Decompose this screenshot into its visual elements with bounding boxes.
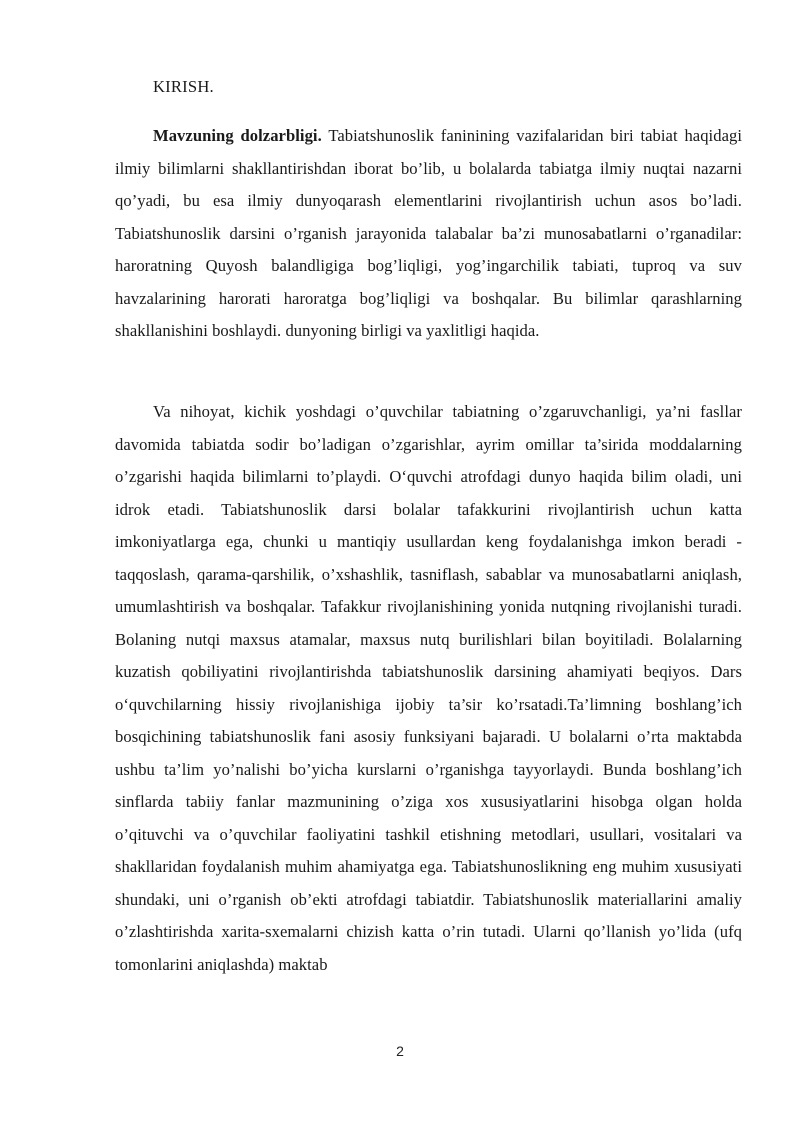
page-number: 2 (396, 1043, 404, 1059)
paragraph-lead: Mavzuning dolzarbligi. (153, 126, 322, 145)
section-heading: KIRISH. (153, 77, 214, 96)
document-page (115, 0, 742, 1131)
paragraph-knowledge: Va nihoyat, kichik yoshdagi o’quvchilar tabiatning o’zgaruvchanligi, ya’ni fasllar davomida tabiatda sodir bo’ladigan o’zgarishlar, ayrim omillar ta’sirida moddalarning o’zgarishi haqida bilimlarni to’playdi. O‘quvchi atrofdagi dunyo haqida bilim oladi, uni idrok etadi. Tabiatshunoslik darsi bolalar tafakkurini rivojlantirish uchun katta imkoniyatlarga ega, chunki u mantiqiy usullardan keng foydalanishga imkon beradi - taqqoslash, qarama-qarshilik, o’xshashlik, tasniflash, sabablar va munosabatlarni aniqlash, umumlashtirish va boshqalar. Tafakkur rivojlanishining yonida nutqning rivojlanishi turadi. Bolaning nutqi maxsus atamalar, maxsus nutq burilishlari bilan boyitiladi. Bolalarning kuzatish qobiliyatini rivojlantirishda tabiatshunoslik darsining ahamiyati beqiyos. Dars o‘quvchilarning hissiy rivojlanishiga ijobiy ta’sir ko’rsatadi.Ta’limning boshlang’ich bosqichining tabiatshunoslik fani asosiy funksiyani bajaradi. U bolalarni o’rta maktabda ushbu ta’lim yo’nalishi bo’yicha kurslarni o’rganishga tayyorlaydi. Bunda boshlang’ich sinflarda tabiiy fanlar mazmunining o’ziga xos xususiyatlarini hisobga olgan holda o’qituvchi va o’quvchilar faoliyatini tashkil etishning metodlari, usullari, vositalari va shakllaridan foydalanish muhim ahamiyatga ega. Tabiatshunoslikning eng muhim xususiyati shundaki, uni o’rganish ob’ekti atrofdagi tabiatdir. Tabiatshunoslik materiallarini amaliy o’zlashtirishda xarita-sxemalarni chizish katta o’rin tutadi. Ularni qo’llanish yo’lida (ufq tomonlarini aniqlashda) maktab (115, 402, 742, 974)
paragraph-body: Tabiatshunoslik faninining vazifalaridan biri tabiat haqidagi ilmiy bilimlarni shakllantirishdan iborat bo’lib, u bolalarda tabiatga ilmiy nuqtai nazarni qo’yadi, bu esa ilmiy dunyoqarash elementlarini rivojlantirish uchun asos bo’ladi. Tabiatshunoslik darsini o’rganish jarayonida talabalar ba’zi munosabatlarni o’rganadilar: haroratning Quyosh balandligiga bog’liqligi, yog’ingarchilik tabiati, tuproq va suv havzalarining harorati haroratga bog’liqligi va boshqalar. Bu bilimlar qarashlarning shakllanishini boshlaydi. dunyoning birligi va yaxlitligi haqida. (115, 126, 742, 340)
paragraph-relevance (115, 120, 742, 348)
